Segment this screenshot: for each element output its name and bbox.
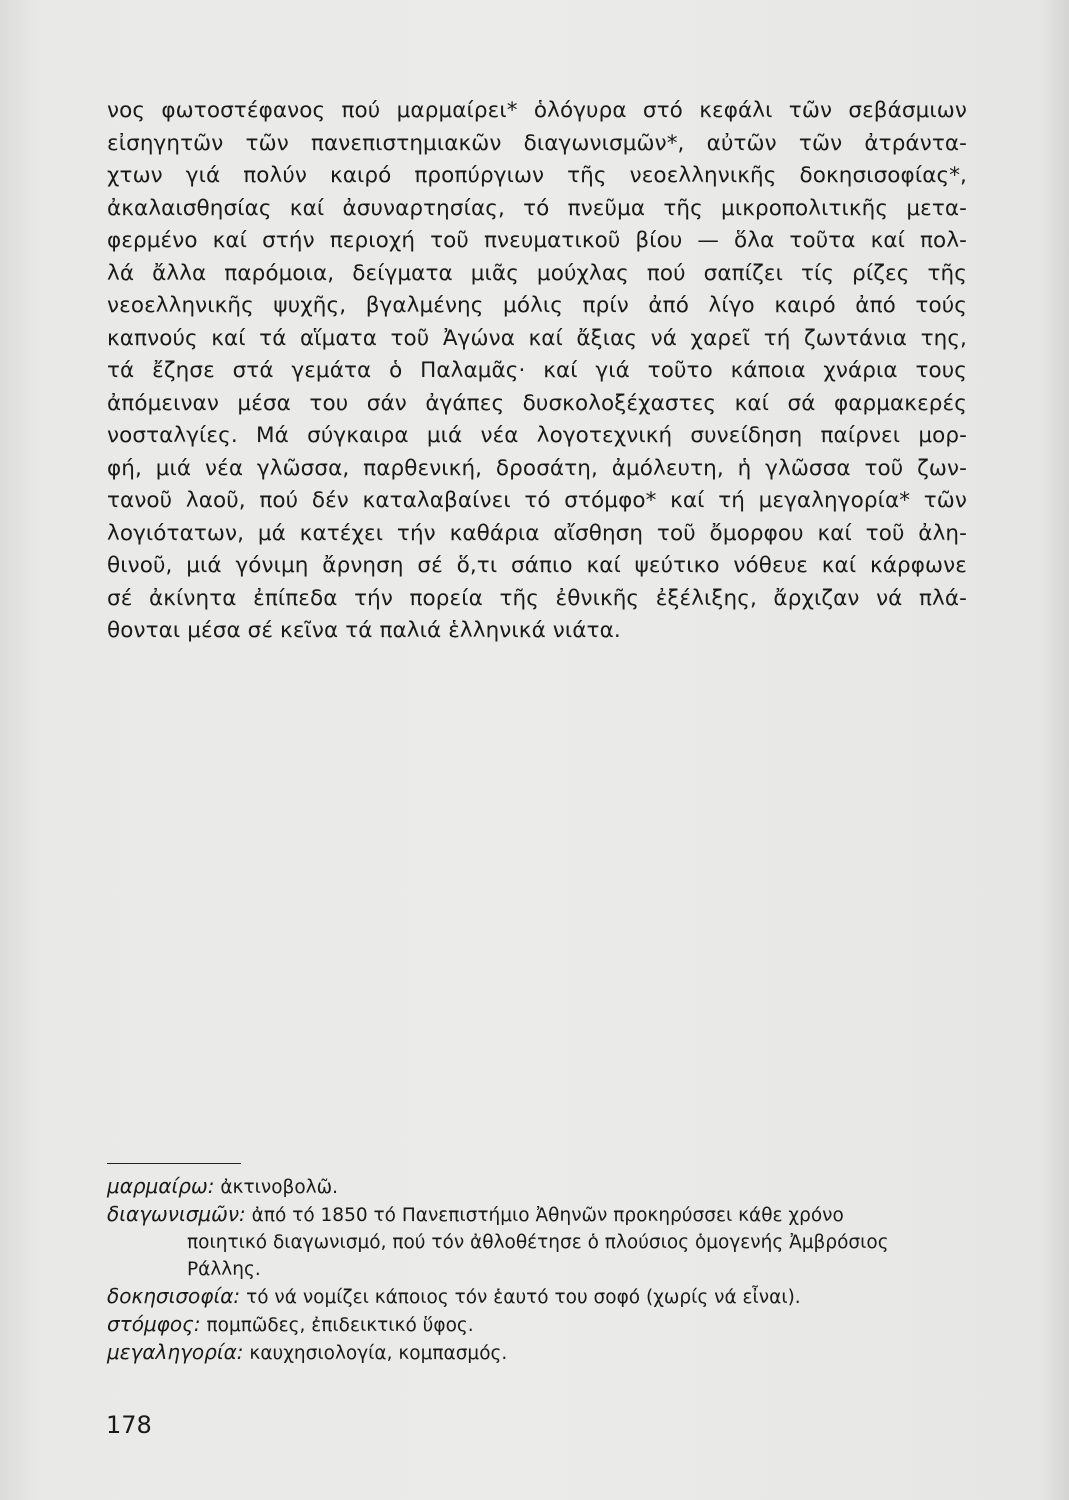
footnote-divider xyxy=(107,1163,241,1164)
footnote-definition: πομπῶδες, ἐπιδεικτικό ὕφος. xyxy=(206,1315,474,1336)
footnote-term: μεγαληγορία: xyxy=(107,1340,244,1364)
text-line: ἀπόμειναν μέσα του σάν ἀγάπες δυσκολοξέχαστες καί σά φαρμακερές xyxy=(107,390,967,416)
text-line: θινοῦ, μιά γόνιμη ἄρνηση σέ ὅ,τι σάπιο καί ψεύτικο νόθευε καί κάρφωνε xyxy=(107,553,967,578)
footnote-term: στόμφος: xyxy=(107,1312,201,1336)
text-line: φερμένο καί στήν περιοχή τοῦ πνευματικοῦ βίου — ὅλα τοῦτα καί πολ- xyxy=(107,228,967,253)
text-line: τά ἔζησε στά γεμάτα ὁ Παλαμᾶς· καί γιά τοῦτο κάποια χνάρια τους xyxy=(107,358,967,383)
text-line: εἰσηγητῶν τῶν πανεπιστημιακῶν διαγωνισμῶν*, αὐτῶν τῶν ἀτράντα- xyxy=(107,130,967,156)
text-line: τανοῦ λαοῦ, πού δέν καταλαβαίνει τό στόμφο* καί τή μεγαληγορία* τῶν xyxy=(107,488,967,513)
text-line: καπνούς καί τά αἵματα τοῦ Ἀγώνα καί ἄξιας νά χαρεῖ τή ζωντάνια της, xyxy=(107,325,967,351)
text-line: νεοελληνικῆς ψυχῆς, βγαλμένης μόλις πρίν ἀπό λίγο καιρό ἀπό τούς xyxy=(107,293,967,318)
footnote-definition: ἀκτινοβολῶ. xyxy=(220,1177,338,1198)
text-line: ἀκαλαισθησίας καί ἀσυναρτησίας, τό πνεῦμα τῆς μικροπολιτικῆς μετα- xyxy=(107,195,967,221)
text-line: χτων γιά πολύν καιρό προπύργιων τῆς νεοελληνικῆς δοκησισοφίας*, xyxy=(107,163,967,188)
footnote-term: μαρμαίρω: xyxy=(107,1174,215,1198)
text-line: φή, μιά νέα γλῶσσα, παρθενική, δροσάτη, ἀμόλευτη, ἡ γλῶσσα τοῦ ζων- xyxy=(107,455,967,481)
footnote-megaligoria xyxy=(107,1339,967,1367)
footnote-dokisisofia xyxy=(107,1283,967,1311)
footnote-definition: καυχησιολογία, κομπασμός. xyxy=(249,1343,508,1364)
footnote-stomfos xyxy=(107,1311,967,1339)
text-line: λά ἄλλα παρόμοια, δείγματα μιᾶς μούχλας πού σαπίζει τίς ρίζες τῆς xyxy=(107,260,967,286)
text-line: θονται μέσα σέ κεῖνα τά παλιά ἑλληνικά νιάτα. xyxy=(107,618,621,643)
text-line: νοσταλγίες. Μά σύγκαιρα μιά νέα λογοτεχνική συνείδηση παίρνει μορ- xyxy=(107,423,967,448)
main-paragraph xyxy=(107,95,967,648)
text-line: σέ ἀκίνητα ἐπίπεδα τήν πορεία τῆς ἐθνικῆς ἐξέλιξης, ἄρχιζαν νά πλά- xyxy=(107,585,967,611)
footnote-first-line xyxy=(107,1201,967,1229)
footnote-marmairo xyxy=(107,1173,967,1201)
footnote-definition: τό νά νομίζει κάποιος τόν ἑαυτό του σοφό (χωρίς νά εἶναι). xyxy=(246,1287,801,1308)
footnote-diagonismon xyxy=(107,1201,967,1283)
text-line: νος φωτοστέφανος πού μαρμαίρει* ὁλόγυρα στό κεφάλι τῶν σεβάσμιων xyxy=(107,98,967,123)
text-line: λογιότατων, μά κατέχει τήν καθάρια αἴσθηση τοῦ ὄμορφου καί τοῦ ἀλη- xyxy=(107,520,967,546)
footnote-term: διαγωνισμῶν: xyxy=(107,1202,246,1226)
footnotes xyxy=(107,1173,967,1367)
page-number: 178 xyxy=(106,1411,152,1439)
footnote-definition: ἀπό τό 1850 τό Πανεπιστήμιο Ἀθηνῶν προκηρύσσει κάθε χρόνο xyxy=(251,1205,844,1226)
footnote-continuation: ποιητικό διαγωνισμό, πού τόν ἀθλοθέτησε ὁ πλούσιος ὁμογενής Ἀμβρόσιος Ράλλης. xyxy=(187,1232,889,1280)
footnote-term: δοκησισοφία: xyxy=(107,1284,241,1308)
